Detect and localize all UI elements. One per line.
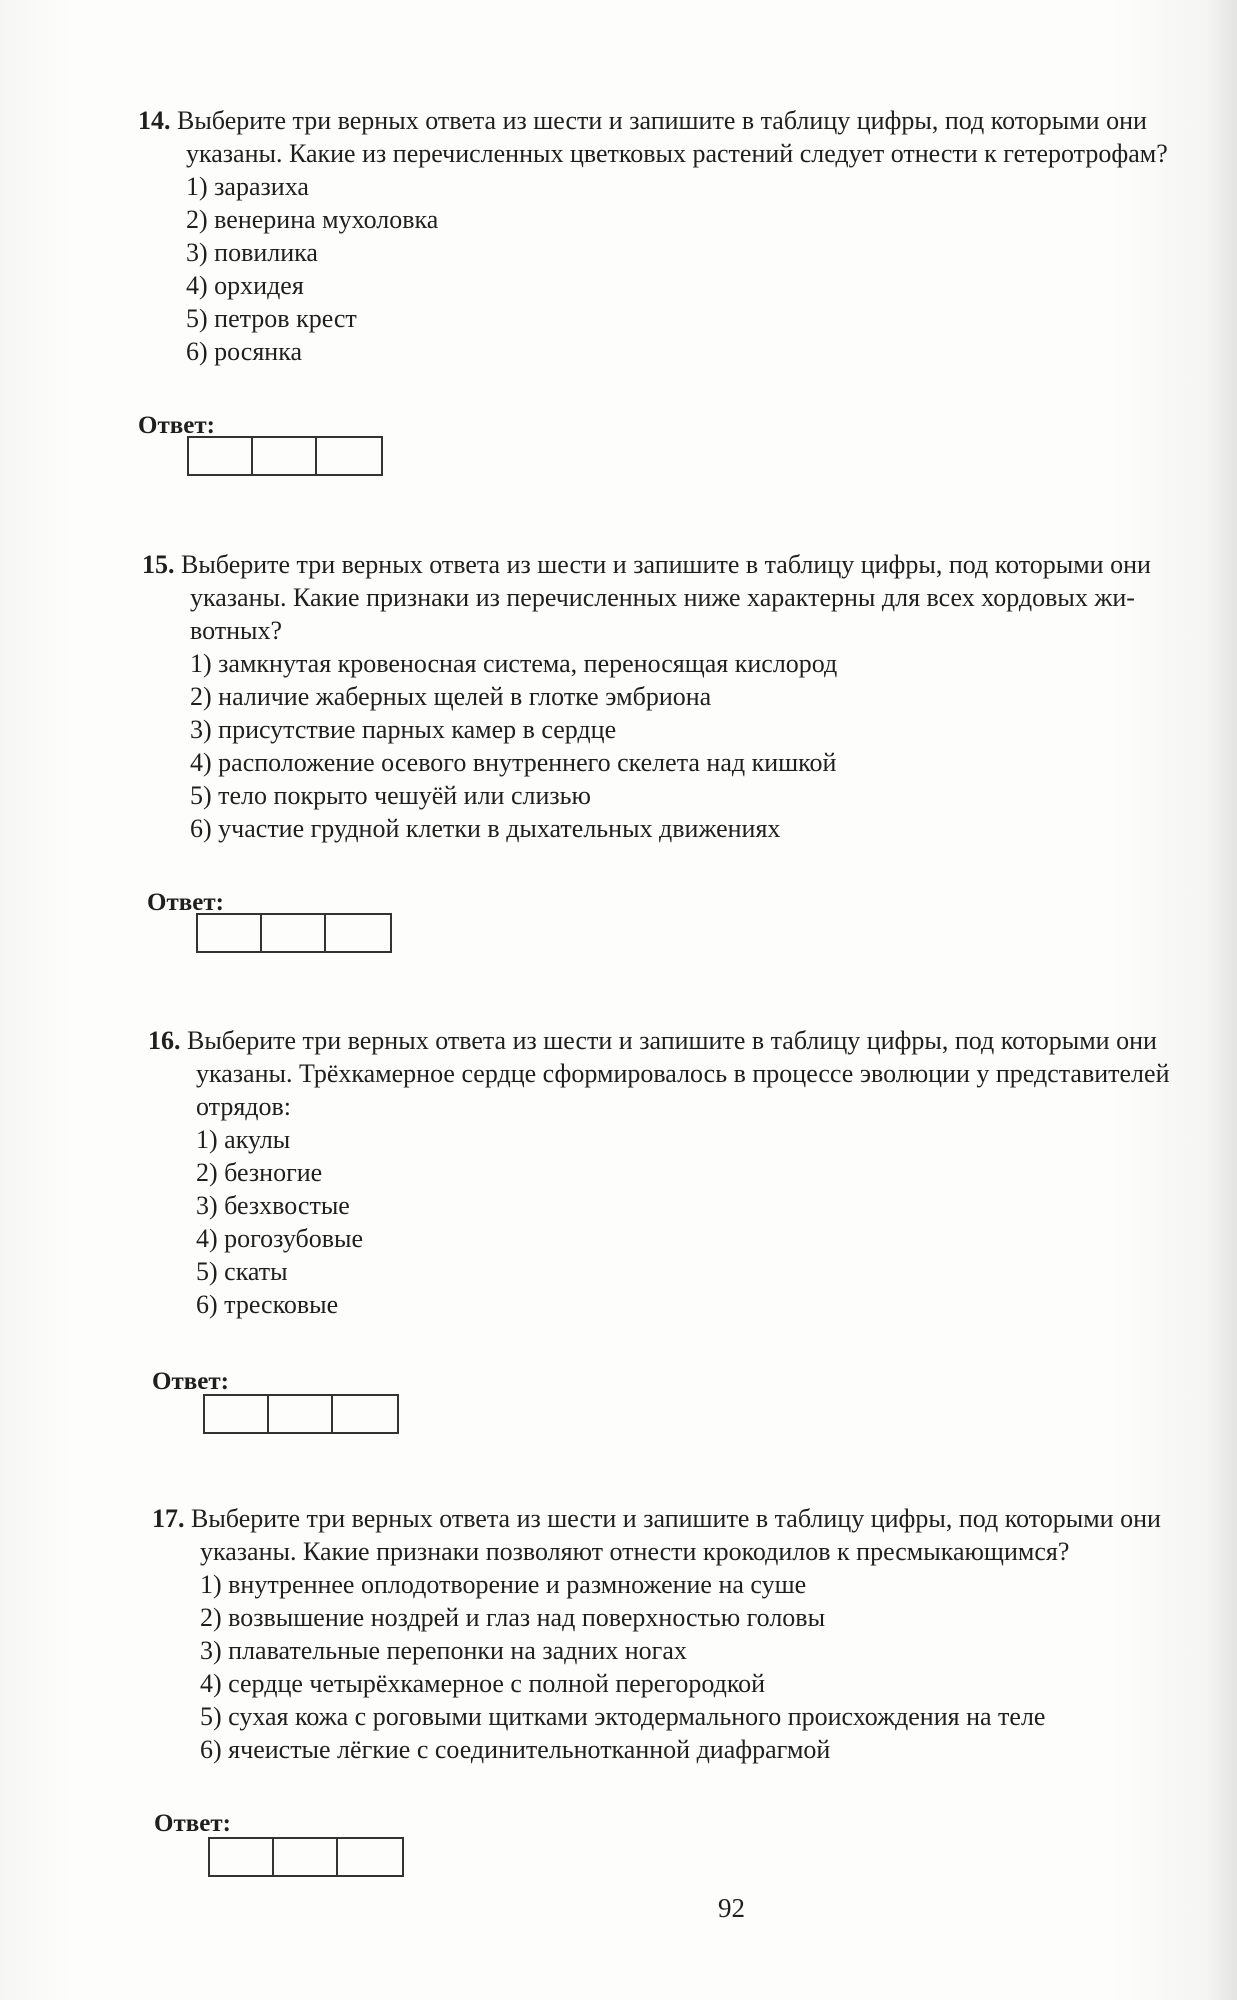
question-17-answer-cell-2[interactable] bbox=[274, 1839, 338, 1875]
question-15-answer-cell-1[interactable] bbox=[198, 915, 262, 951]
question-16-answer-cell-2[interactable] bbox=[269, 1396, 333, 1432]
question-14-option-3: 3) повилика bbox=[186, 238, 318, 267]
question-14-option-1: 1) заразиха bbox=[186, 172, 309, 201]
question-14-line-1: 14. Выберите три верных ответа из шести и запишите в таблицу цифры, под которыми они bbox=[138, 106, 1147, 135]
question-15 bbox=[142, 548, 1237, 845]
question-17-answer-cell-1[interactable] bbox=[210, 1839, 274, 1875]
question-14-answer-cell-3[interactable] bbox=[317, 438, 381, 474]
question-16-line-1: 16. Выберите три верных ответа из шести и запишите в таблицу цифры, под которыми они bbox=[148, 1026, 1157, 1055]
question-14-number: 14. bbox=[138, 106, 171, 135]
question-15-option-2: 2) наличие жаберных щелей в глотке эмбриона bbox=[190, 682, 712, 711]
question-17-number: 17. bbox=[152, 1504, 185, 1533]
question-17-option-6: 6) ячеистые лёгкие с соединительнотканной диафрагмой bbox=[200, 1735, 831, 1764]
question-16-line-2: указаны. Трёхкамерное сердце сформировалось в процессе эволюции у представителей bbox=[196, 1059, 1170, 1088]
question-16-option-3: 3) безхвостые bbox=[196, 1191, 350, 1220]
question-15-line-3: вотных? bbox=[190, 616, 283, 645]
question-17-option-5: 5) сухая кожа с роговыми щитками эктодермального происхождения на теле bbox=[200, 1702, 1046, 1731]
question-15-number: 15. bbox=[142, 550, 175, 579]
question-16-line-3: отрядов: bbox=[196, 1092, 292, 1121]
question-16-option-2: 2) безногие bbox=[196, 1158, 323, 1187]
question-15-option-5: 5) тело покрыто чешуёй или слизью bbox=[190, 781, 591, 810]
question-16-number: 16. bbox=[148, 1026, 181, 1055]
question-17-option-1: 1) внутреннее оплодотворение и размножение на суше bbox=[200, 1570, 807, 1599]
question-15-line-1: 15. Выберите три верных ответа из шести и запишите в таблицу цифры, под которыми они bbox=[142, 550, 1151, 579]
question-17 bbox=[152, 1502, 1237, 1766]
question-16-answer-grid bbox=[203, 1394, 399, 1434]
question-17-option-4: 4) сердце четырёхкамерное с полной перегородкой bbox=[200, 1669, 766, 1698]
question-16-option-6: 6) тресковые bbox=[196, 1290, 339, 1319]
question-16 bbox=[148, 1024, 1237, 1321]
question-15-answer-cell-3[interactable] bbox=[326, 915, 390, 951]
question-14-answer-label: Ответ: bbox=[138, 412, 215, 439]
question-15-option-6: 6) участие грудной клетки в дыхательных движениях bbox=[190, 814, 781, 843]
question-17-option-2: 2) возвышение ноздрей и глаз над поверхностью головы bbox=[200, 1603, 826, 1632]
question-15-answer-label: Ответ: bbox=[147, 889, 224, 916]
question-15-option-3: 3) присутствие парных камер в сердце bbox=[190, 715, 617, 744]
question-14-option-5: 5) петров крест bbox=[186, 304, 357, 333]
question-14-line-2: указаны. Какие из перечисленных цветковых растений следует отнести к гетеротрофам? bbox=[186, 139, 1168, 168]
question-16-option-1: 1) акулы bbox=[196, 1125, 291, 1154]
question-14-option-2: 2) венерина мухоловка bbox=[186, 205, 439, 234]
question-16-option-5: 5) скаты bbox=[196, 1257, 288, 1286]
question-14-option-6: 6) росянка bbox=[186, 337, 302, 366]
question-16-answer-cell-3[interactable] bbox=[333, 1396, 397, 1432]
question-16-answer-label: Ответ: bbox=[152, 1368, 229, 1395]
question-15-answer-grid bbox=[196, 913, 392, 953]
question-14 bbox=[138, 104, 1237, 368]
question-17-answer-cell-3[interactable] bbox=[338, 1839, 402, 1875]
question-16-option-4: 4) рогозубовые bbox=[196, 1224, 364, 1253]
question-14-option-4: 4) орхидея bbox=[186, 271, 304, 300]
question-15-option-1: 1) замкнутая кровеносная система, переносящая кислород bbox=[190, 649, 838, 678]
page-number: 92 bbox=[718, 1893, 745, 1923]
question-14-answer-cell-2[interactable] bbox=[253, 438, 317, 474]
question-15-line-2: указаны. Какие признаки из перечисленных ниже характерны для всех хордовых жи- bbox=[190, 583, 1135, 612]
question-17-answer-grid bbox=[208, 1837, 404, 1877]
question-15-answer-cell-2[interactable] bbox=[262, 915, 326, 951]
question-15-option-4: 4) расположение осевого внутреннего скелета над кишкой bbox=[190, 748, 837, 777]
question-16-answer-cell-1[interactable] bbox=[205, 1396, 269, 1432]
question-14-answer-grid bbox=[187, 436, 383, 476]
question-17-option-3: 3) плавательные перепонки на задних ногах bbox=[200, 1636, 687, 1665]
question-17-answer-label: Ответ: bbox=[154, 1810, 231, 1837]
question-17-line-1: 17. Выберите три верных ответа из шести и запишите в таблицу цифры, под которыми они bbox=[152, 1504, 1161, 1533]
question-17-line-2: указаны. Какие признаки позволяют отнести крокодилов к пресмыкающимся? bbox=[200, 1537, 1070, 1566]
question-14-answer-cell-1[interactable] bbox=[189, 438, 253, 474]
